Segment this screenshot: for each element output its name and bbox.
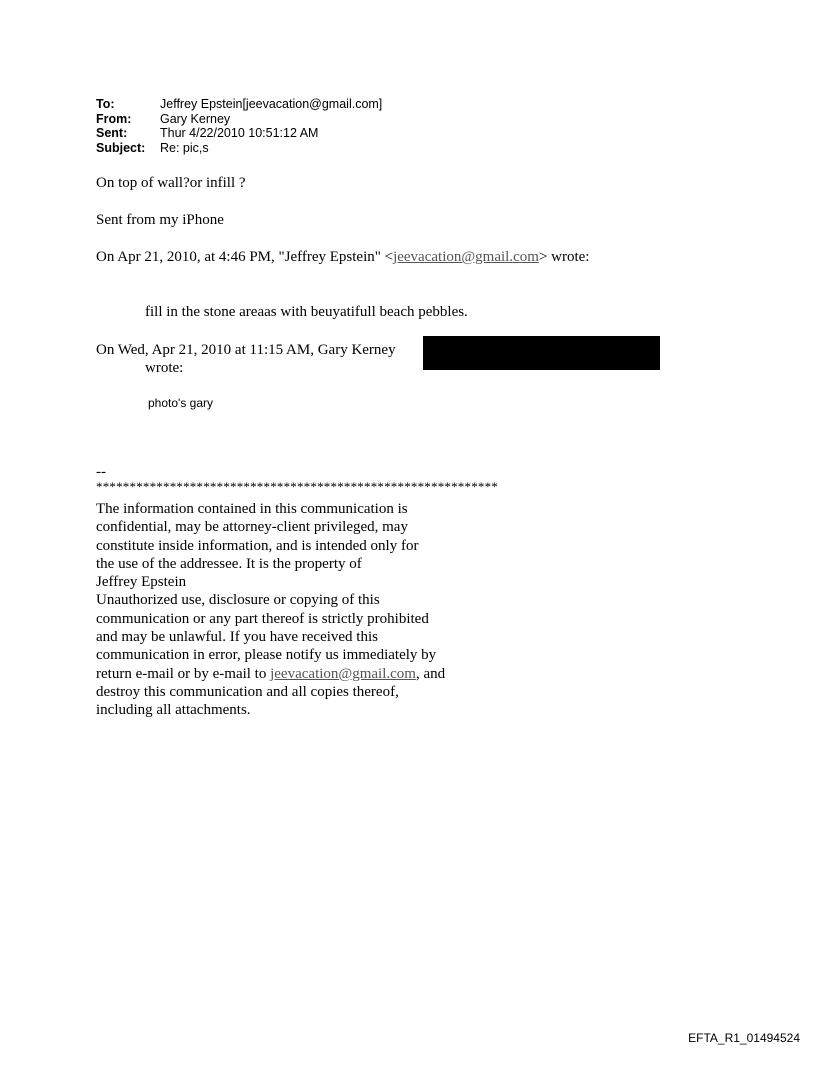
disclaimer-line: destroy this communication and all copies thereof, <box>96 683 399 700</box>
disclaimer-line-suffix: , and <box>415 665 446 682</box>
email-header <box>96 97 382 155</box>
quote-header-2-line1: On Wed, Apr 21, 2010 at 11:15 AM, Gary Kerney <box>96 342 396 358</box>
disclaimer-line: communication in error, please notify us immediately by <box>96 647 437 664</box>
signature-text: Sent from my iPhone <box>96 212 224 228</box>
reply-text: On top of wall?or infill ? <box>96 175 246 191</box>
sent-row <box>96 126 382 141</box>
disclaimer-line: including all attachments. <box>96 702 251 719</box>
subject-label: Subject: <box>96 140 146 155</box>
disclaimer-line <box>96 665 445 683</box>
quoted-message-2: photo's gary <box>148 396 213 410</box>
document-id: EFTA_R1_01494524 <box>688 1031 800 1045</box>
subject-row <box>96 141 382 156</box>
quoted-message-1: fill in the stone areaas with beuyatifull beach pebbles. <box>145 304 468 320</box>
disclaimer-line: communication or any part thereof is strictly prohibited <box>96 610 429 627</box>
disclaimer-line-prefix: return e-mail or by e-mail to <box>96 665 271 682</box>
sent-value: Thur 4/22/2010 10:51:12 AM <box>160 126 319 140</box>
disclaimer-line: confidential, may be attorney-client privileged, may <box>96 519 408 536</box>
disclaimer-line: Jeffrey Epstein <box>96 574 187 591</box>
confidentiality-disclaimer <box>96 500 445 720</box>
disclaimer-line: the use of the addressee. It is the property of <box>96 555 362 572</box>
disclaimer-email-link[interactable]: jeevacation@gmail.com <box>270 665 416 682</box>
sent-label: Sent: <box>96 126 128 140</box>
disclaimer-line: Unauthorized use, disclosure or copying of this <box>96 592 380 609</box>
disclaimer-line: The information contained in this communication is <box>96 501 408 517</box>
from-row <box>96 112 382 127</box>
from-value: Gary Kerney <box>160 111 231 126</box>
quote-header-1 <box>96 248 589 266</box>
quote-header-2-line2: wrote: <box>145 360 184 376</box>
quote-header-1-prefix: On Apr 21, 2010, at 4:46 PM, "Jeffrey Epstein" < <box>96 249 394 265</box>
to-label: To: <box>96 97 115 111</box>
redaction-box <box>423 336 660 370</box>
email-link[interactable]: jeevacation@gmail.com <box>393 249 539 265</box>
subject-value: Re: pic,s <box>160 140 209 155</box>
disclaimer-line: and may be unlawful. If you have received this <box>96 629 378 646</box>
quote-header-1-suffix: > wrote: <box>538 249 590 265</box>
separator-stars: ************************************************************ <box>96 479 498 494</box>
to-value: Jeffrey Epstein[jeevacation@gmail.com] <box>160 97 383 111</box>
signature-dash: -- <box>96 464 106 480</box>
from-label: From: <box>96 111 132 126</box>
to-row <box>96 97 382 112</box>
disclaimer-line: constitute inside information, and is intended only for <box>96 537 419 554</box>
